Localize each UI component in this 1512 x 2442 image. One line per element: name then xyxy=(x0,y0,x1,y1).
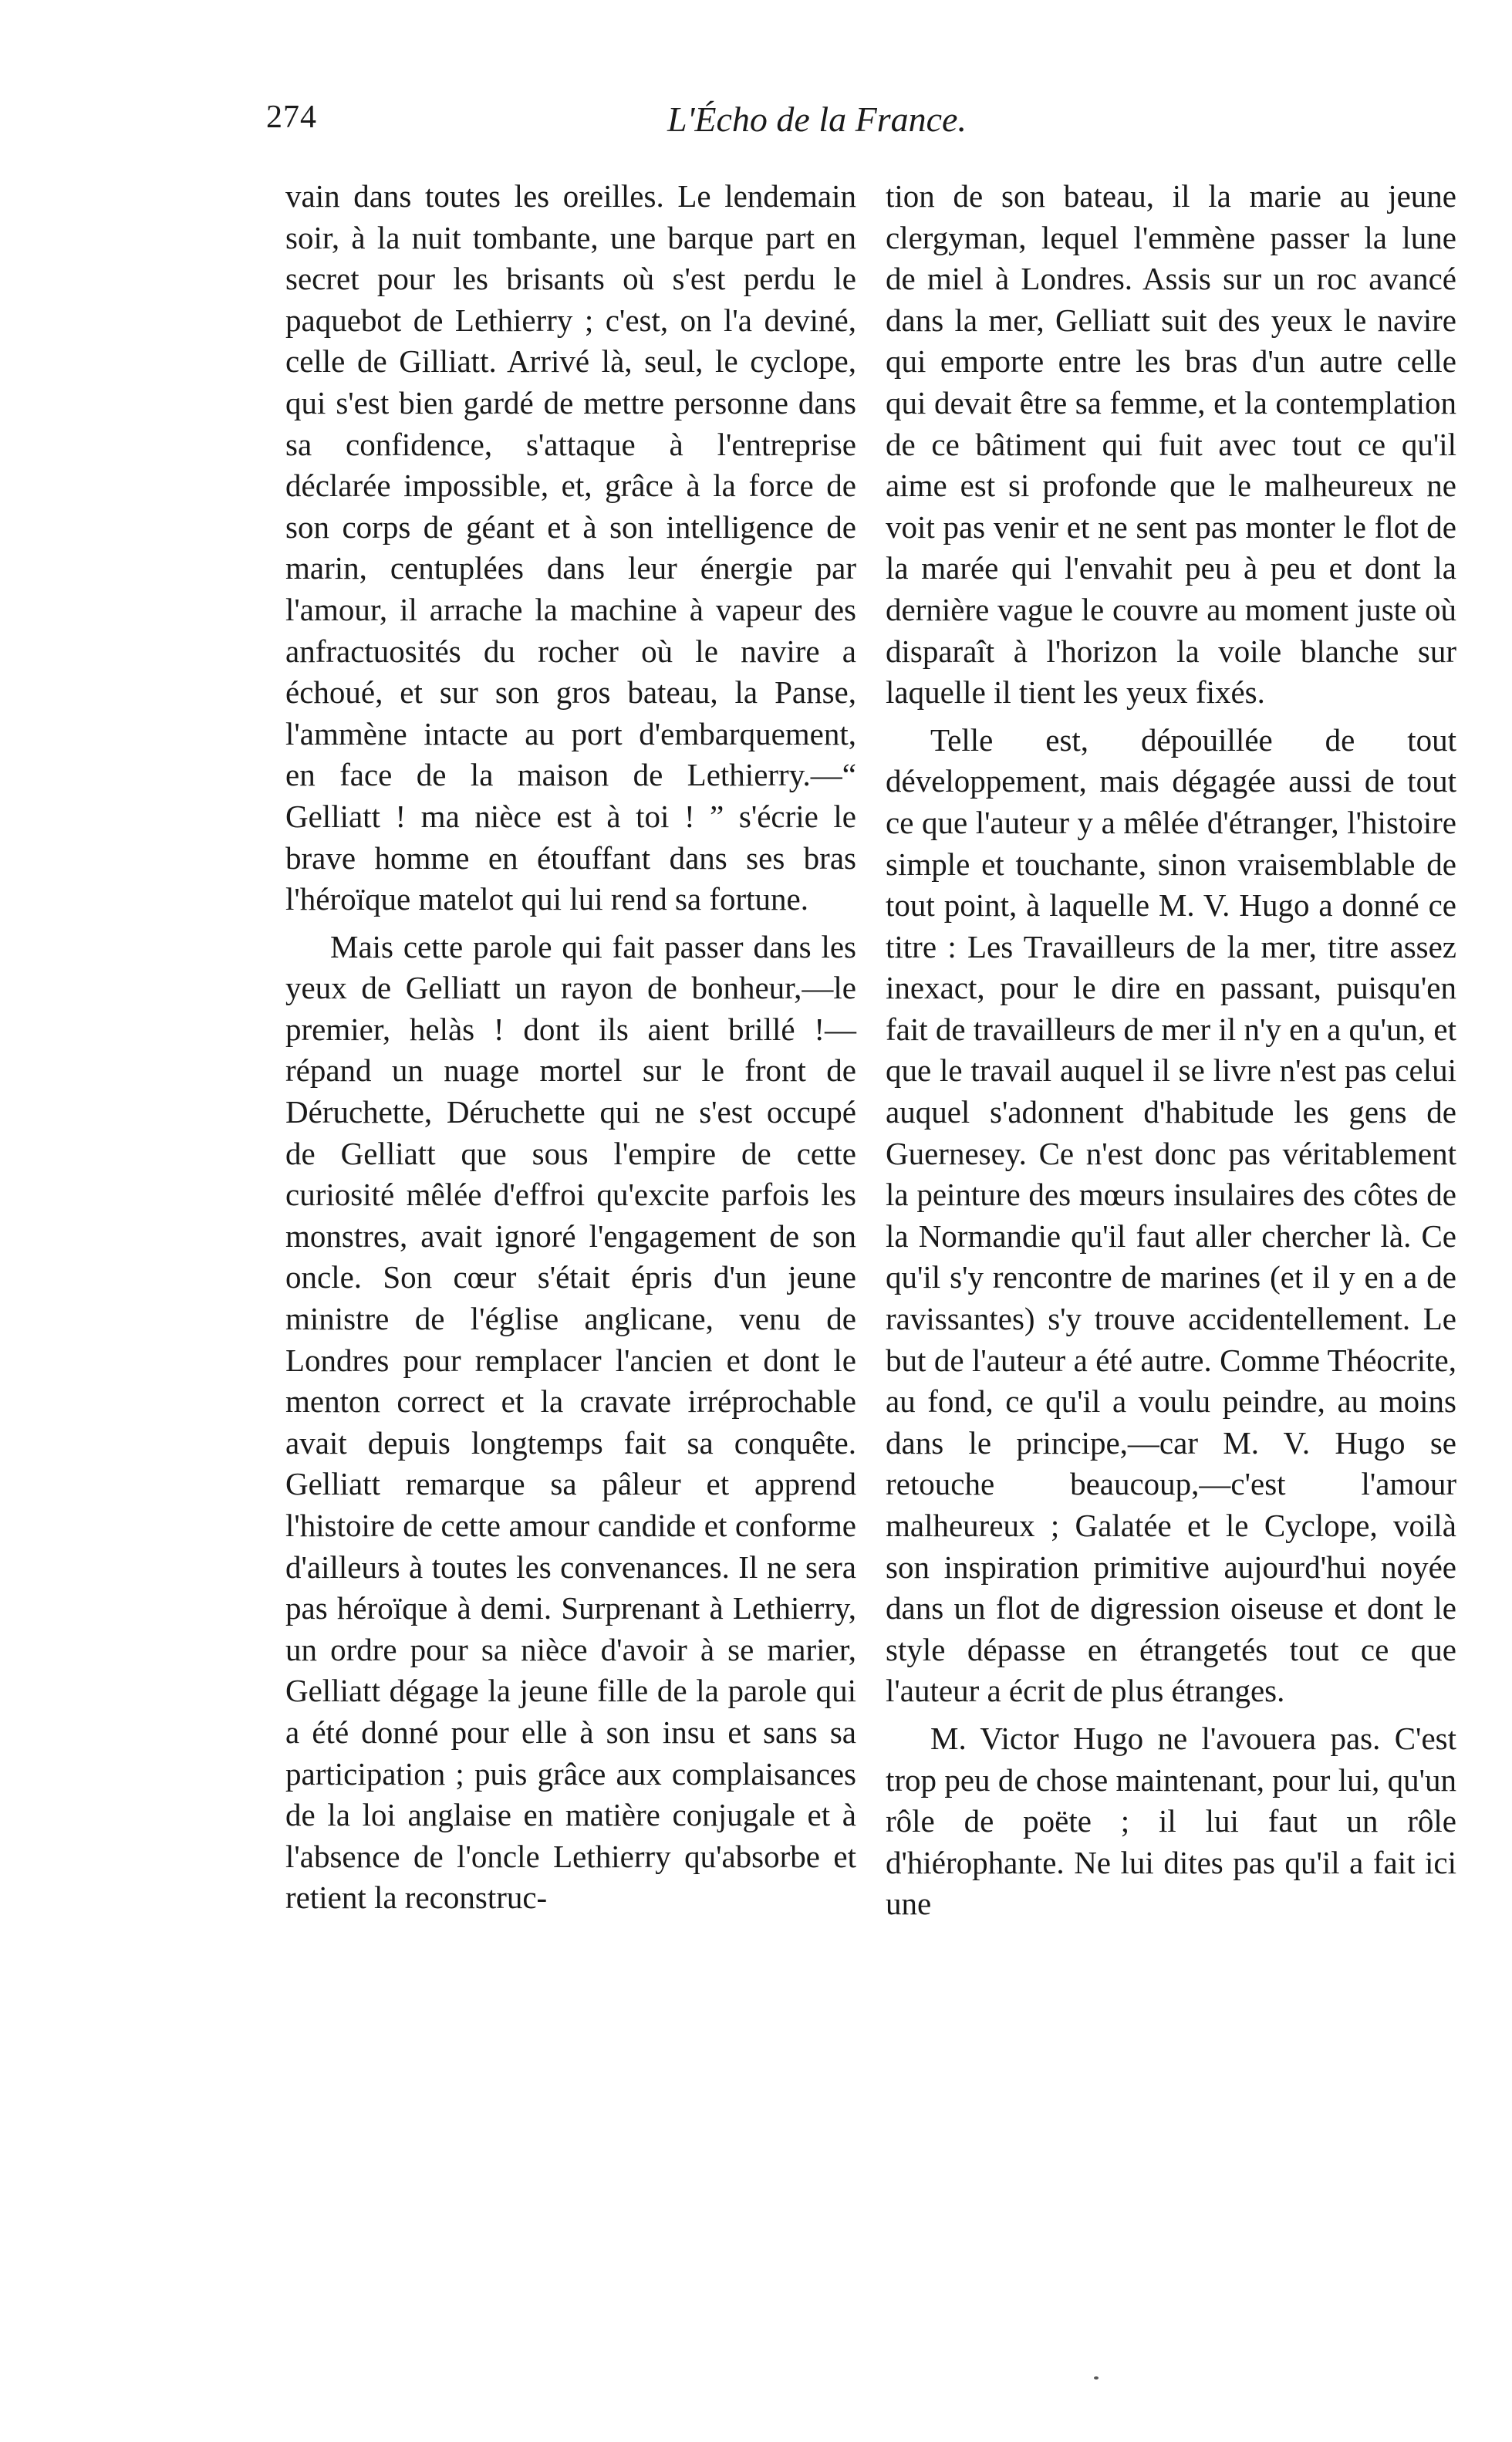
paragraph: Mais cette parole qui fait passer dans les yeux de Gelliatt un rayon de bonheur,—le premier, helàs ! dont ils aient brillé !—répand un nuage mortel sur le front de Déruchette, Déruchette qui ne s'est occupé de Gelliatt que sous l'empire de cette curiosité mêlée d'effroi qu'excite parfois les monstres, avait ignoré l'engagement de son oncle. Son cœur s'était épris d'un jeune ministre de l'église anglicane, venu de Londres pour remplacer l'ancien et dont le menton correct et la cravate irréprochable avait depuis longtemps fait sa conquête. Gelliatt remarque sa pâleur et apprend l'histoire de cette amour candide et conforme d'ailleurs à toutes les convenances. Il ne sera pas héroïque à demi. Surprenant à Lethierry, un ordre pour sa nièce d'avoir à se marier, Gelliatt dégage la jeune fille de la parole qui a été donné pour elle à son insu et sans sa participation ; puis grâce aux complaisances de la loi anglaise en matière conjugale et à l'absence de l'oncle Lethierry qu'absorbe et retient la reconstruc- xyxy=(285,928,856,1916)
left-column xyxy=(285,176,856,1919)
paragraph: tion de son bateau, il la marie au jeune clergyman, lequel l'emmène passer la lune de miel à Londres. Assis sur un roc avancé dans la mer, Gelliatt suit des yeux le navire qui emporte entre les bras d'un autre celle qui devait être sa femme, et la contemplation de ce bâtiment qui fuit avec tout ce qu'il aime est si profonde que le malheureux ne voit pas venir et ne sent pas monter le flot de la marée qui l'envahit peu à peu et dont la dernière vague le couvre au moment juste où disparaît à l'horizon la voile blanche sur laquelle il tient les yeux fixés. xyxy=(886,178,1456,711)
running-title: L'Écho de la France. xyxy=(667,100,967,139)
paper-speck xyxy=(1094,2376,1099,2380)
paragraph: Telle est, dépouillée de tout développement, mais dégagée aussi de tout ce que l'auteur y a mêlée d'étranger, l'histoire simple et touchante, sinon vraisemblable de tout point, à laquelle M. V. Hugo a donné ce titre : Les Travailleurs de la mer, titre assez inexact, pour le dire en passant, puisqu'en fait de travailleurs de mer il n'y en a qu'un, et que le travail auquel il se livre n'est pas celui auquel s'adonnent d'habitude les gens de Guernesey. Ce n'est donc pas véritablement la peinture des mœurs insulaires des côtes de la Normandie qu'il faut aller chercher là. Ce qu'il s'y rencontre de marines (et il y en a de ravissantes) s'y trouve accidentellement. Le but de l'auteur a été autre. Comme Théocrite, au fond, ce qu'il a voulu peindre, au moins dans le principe,—car M. V. Hugo se retouche beaucoup,—c'est l'amour malheureux ; Galatée et le Cyclope, voilà son inspiration primitive aujourd'hui noyée dans un flot de digression oiseuse et dont le style dépasse en étrangetés tout ce que l'auteur a écrit de plus étranges. xyxy=(886,721,1456,1709)
running-head xyxy=(266,99,1462,153)
paragraph: M. Victor Hugo ne l'avouera pas. C'est trop peu de chose maintenant, pour lui, qu'un rôle de poëte ; il lui faut un rôle d'hiérophante. Ne lui dites pas qu'il a fait ici une xyxy=(886,1720,1456,1922)
right-column xyxy=(886,176,1456,1925)
paragraph: vain dans toutes les oreilles. Le lendemain soir, à la nuit tombante, une barque part en secret pour les brisants où s'est perdu le paquebot de Lethierry ; c'est, on l'a deviné, celle de Gilliatt. Arrivé là, seul, le cyclope, qui s'est bien gardé de mettre personne dans sa confidence, s'attaque à l'entreprise déclarée impossible, et, grâce à la force de son corps de géant et à son intelligence de marin, centuplées dans leur énergie par l'amour, il arrache la machine à vapeur des anfractuosités du rocher où le navire a échoué, et sur son gros bateau, la Panse, l'ammène intacte au port d'embarquement, en face de la maison de Lethierry.—“ Gelliatt ! ma nièce est à toi ! ” s'écrie le brave homme en étouffant dans ses bras l'héroïque matelot qui lui rend sa fortune. xyxy=(285,178,856,917)
page-number: 274 xyxy=(266,100,317,135)
